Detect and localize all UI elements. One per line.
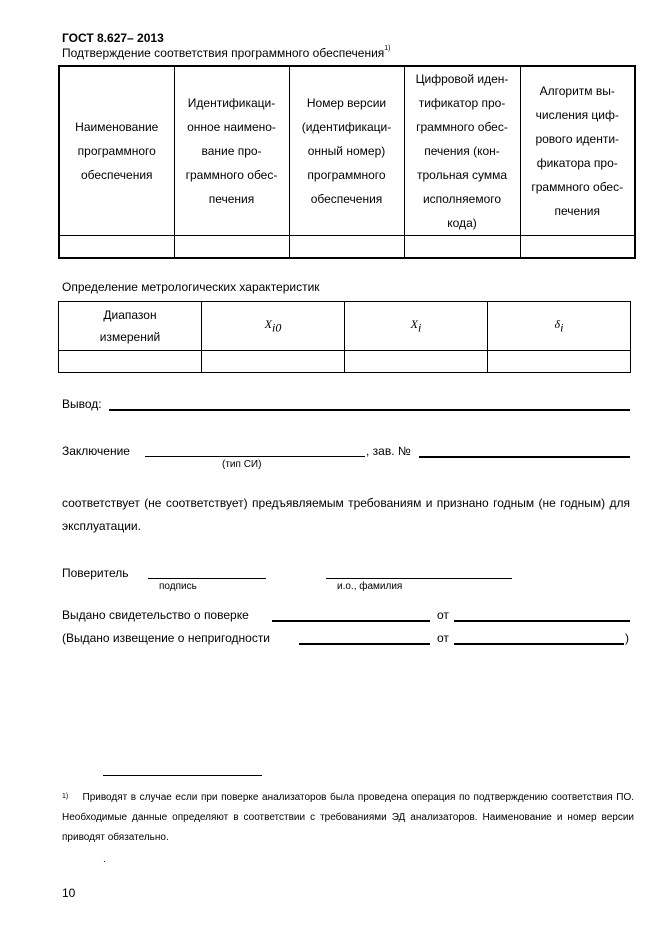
footnote-ref: 1): [384, 45, 391, 52]
footnote-marker: 1): [62, 793, 69, 800]
section-title-metrology: Определение метрологических характеристик: [62, 280, 320, 294]
signature-field[interactable]: [148, 578, 266, 579]
cell-empty[interactable]: [202, 351, 345, 373]
software-table-row: [59, 236, 635, 258]
zav-label: , зав. №: [366, 444, 411, 458]
cell-empty[interactable]: [404, 236, 520, 258]
metrology-table-header: [59, 302, 631, 351]
cell-empty[interactable]: [488, 351, 631, 373]
col-digital-identifier: Цифровой иден-тификатор про-граммного обес-печения (кон-трольная сумма исполняемого кода): [404, 66, 520, 236]
section-title-software: [62, 46, 391, 60]
tip-si-caption: (тип СИ): [222, 459, 262, 470]
footnote-separator: [103, 775, 262, 776]
zakl-label: Заключение: [62, 444, 130, 458]
col-xi: [345, 302, 488, 351]
certificate-from-label: от: [437, 608, 449, 622]
cell-empty[interactable]: [59, 351, 202, 373]
metrology-table: [58, 301, 631, 373]
notice-close-paren: ): [625, 631, 629, 645]
subtitle-text: Подтверждение соответствия программного обеспечения: [62, 46, 385, 60]
col-software-name: Наименование программного обеспечения: [59, 66, 174, 236]
verifier-label: Поверитель: [62, 566, 129, 580]
symbol-x: X: [264, 317, 272, 332]
footnote: [62, 788, 634, 848]
si-type-field[interactable]: [145, 456, 365, 457]
cell-empty[interactable]: [345, 351, 488, 373]
notice-number-field[interactable]: [299, 643, 430, 645]
name-field[interactable]: [326, 578, 512, 579]
symbol-sub: i: [560, 320, 564, 335]
certificate-label: Выдано свидетельство о поверке: [62, 608, 249, 622]
symbol-sub: i: [418, 320, 422, 335]
symbol-delta: δ: [554, 317, 561, 332]
col-xi0: [202, 302, 345, 351]
notice-label: (Выдано извещение о непригодности: [62, 631, 271, 645]
software-table: [58, 65, 636, 259]
cell-empty[interactable]: [174, 236, 289, 258]
col-range: Диапазон измерений: [59, 302, 202, 351]
certificate-number-field[interactable]: [272, 620, 430, 622]
cell-empty[interactable]: [520, 236, 635, 258]
col-algorithm: Алгоритм вы-числения циф-рового иденти-фикатора про-граммного обес-печения: [520, 66, 635, 236]
col-version-number: Номер версии (идентификаци-онный номер) программного обеспечения: [289, 66, 404, 236]
standard-title: ГОСТ 8.627– 2013: [62, 31, 164, 45]
col-delta: [488, 302, 631, 351]
name-caption: и.о., фамилия: [337, 581, 403, 592]
notice-from-label: от: [437, 631, 449, 645]
notice-date-field[interactable]: [454, 643, 624, 645]
cell-empty[interactable]: [289, 236, 404, 258]
col-identification-name: Идентификаци-онное наимено-вание про-граммного обес-печения: [174, 66, 289, 236]
metrology-table-row: [59, 351, 631, 373]
footnote-dot: .: [103, 854, 106, 865]
software-table-header: [59, 66, 635, 236]
symbol-x: X: [410, 317, 418, 332]
cell-empty[interactable]: [59, 236, 174, 258]
page-number: 10: [62, 886, 76, 900]
footnote-text: Приводят в случае если при поверке анализаторов была проведена операция по подтверждению соответствия ПО. Необходимые данные определяют в соответствии с требованиями ЭД анализаторов. Наименование и номер версии приводят обязательно.: [62, 792, 634, 843]
signature-caption: подпись: [159, 581, 197, 592]
conclusion-label: Вывод:: [62, 397, 102, 411]
symbol-sub: i0: [272, 320, 282, 335]
conformity-text: соответствует (не соответствует) предъявляемым требованиям и признано годным (не годным) для эксплуатации.: [62, 496, 630, 533]
certificate-date-field[interactable]: [454, 620, 630, 622]
conclusion-field[interactable]: [109, 409, 630, 411]
serial-number-field[interactable]: [419, 456, 630, 458]
